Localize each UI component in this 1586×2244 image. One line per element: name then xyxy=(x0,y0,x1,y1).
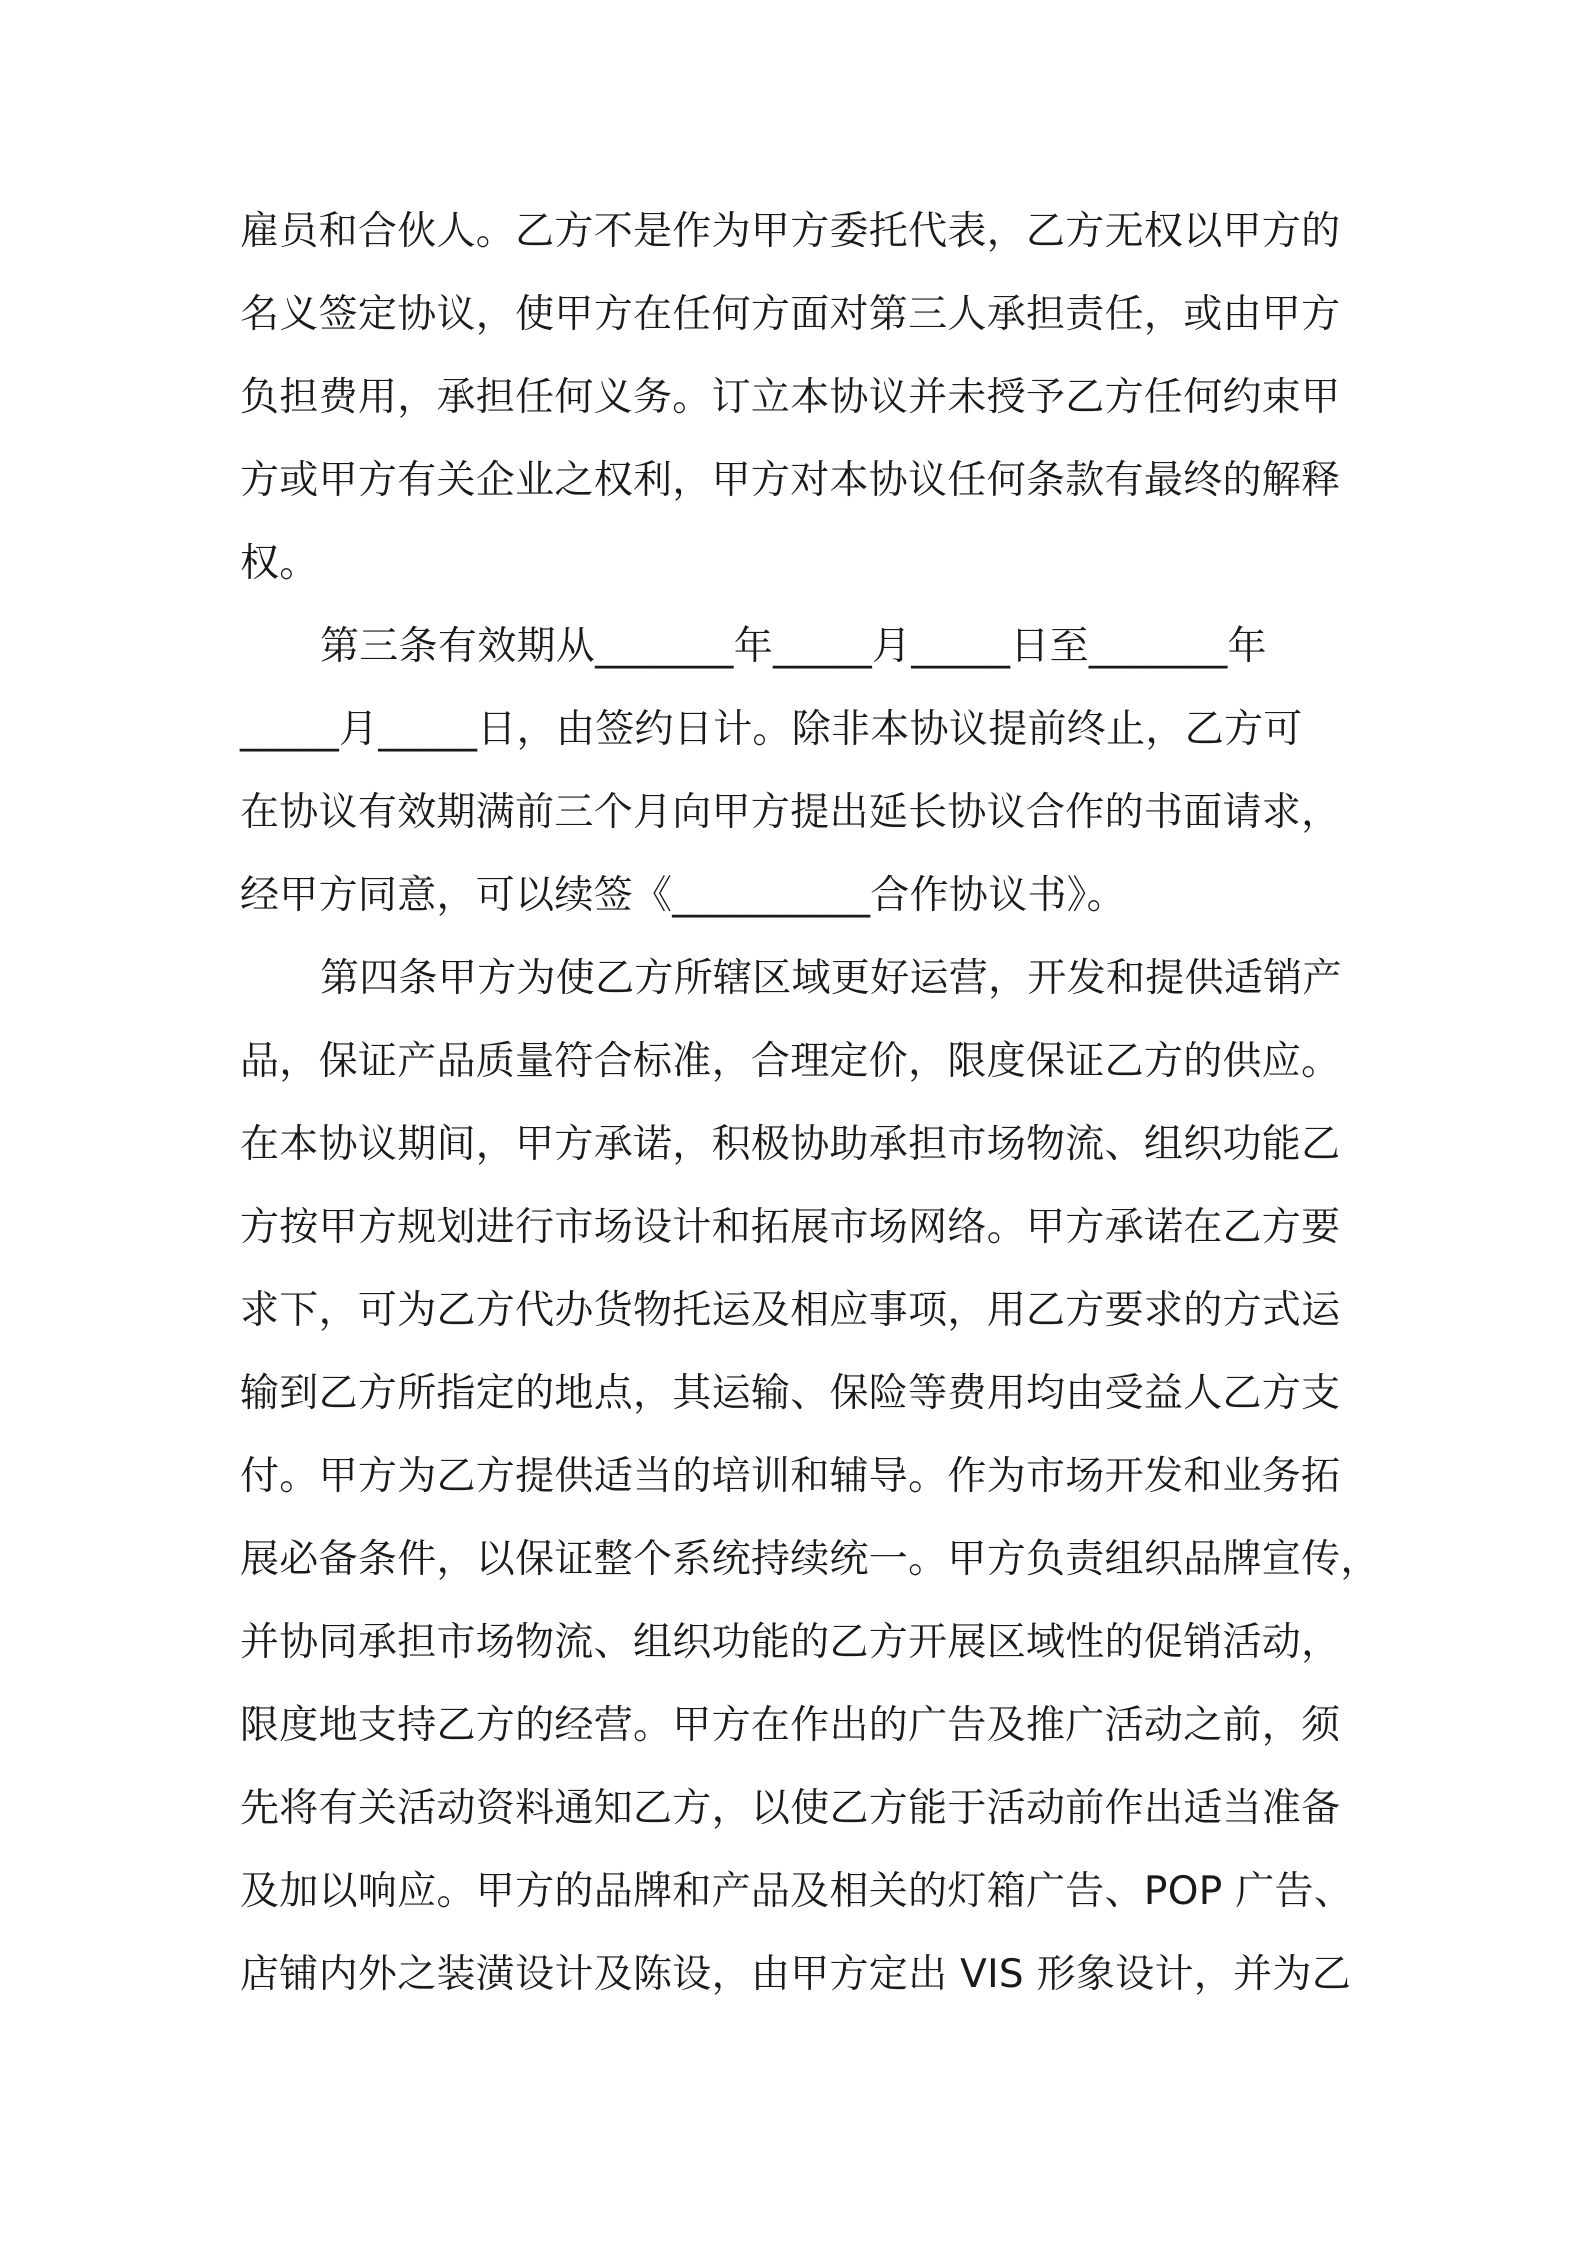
text-line-13: 方按甲方规划进行市场设计和拓展市场网络。甲方承诺在乙方要 xyxy=(240,1205,1341,1250)
text-line-18: 并协同承担市场物流、组织功能的乙方开展区域性的促销活动， xyxy=(240,1620,1341,1665)
text-line-19: 限度地支持乙方的经营。甲方在作出的广告及推广活动之前，须 xyxy=(240,1703,1341,1748)
text-line-17: 展必备条件，以保证整个系统持续统一。甲方负责组织品牌宣传， xyxy=(240,1537,1380,1582)
text-line-1: 雇员和合伙人。乙方不是作为甲方委托代表，乙方无权以甲方的 xyxy=(240,209,1341,254)
text-line-22: 店铺内外之装潢设计及陈设，由甲方定出 VIS 形象设计，并为乙 xyxy=(240,1952,1352,1997)
text-line-3: 负担费用，承担任何义务。订立本协议并未授予乙方任何约束甲 xyxy=(240,375,1341,420)
text-line-9: 经甲方同意，可以续签《__________合作协议书》。 xyxy=(240,873,1126,918)
article-3-heading-line: 第三条有效期从_______年_____月_____日至_______年 xyxy=(320,624,1267,669)
text-line-15: 输到乙方所指定的地点，其运输、保险等费用均由受益人乙方支 xyxy=(240,1371,1341,1416)
text-line-2: 名义签定协议，使甲方在任何方面对第三人承担责任，或由甲方 xyxy=(240,292,1341,337)
text-line-16: 付。甲方为乙方提供适当的培训和辅导。作为市场开发和业务拓 xyxy=(240,1454,1341,1499)
text-line-21: 及加以响应。甲方的品牌和产品及相关的灯箱广告、POP 广告、 xyxy=(240,1869,1354,1914)
text-line-12: 在本协议期间，甲方承诺，积极协助承担市场物流、组织功能乙 xyxy=(240,1122,1341,1167)
text-line-4: 方或甲方有关企业之权利，甲方对本协议任何条款有最终的解释 xyxy=(240,458,1341,503)
article-4-heading-line: 第四条甲方为使乙方所辖区域更好运营，开发和提供适销产 xyxy=(320,956,1342,1001)
text-line-20: 先将有关活动资料通知乙方，以使乙方能于活动前作出适当准备 xyxy=(240,1786,1341,1831)
text-line-8: 在协议有效期满前三个月向甲方提出延长协议合作的书面请求， xyxy=(240,790,1341,835)
contract-text-body xyxy=(240,190,1380,2016)
text-line-5: 权。 xyxy=(240,541,319,586)
text-line-11: 品，保证产品质量符合标准，合理定价，限度保证乙方的供应。 xyxy=(240,1039,1341,1084)
text-line-14: 求下，可为乙方代办货物托运及相应事项，用乙方要求的方式运 xyxy=(240,1288,1341,1333)
text-line-7: _____月_____日，由签约日计。除非本协议提前终止，乙方可 xyxy=(240,707,1303,752)
